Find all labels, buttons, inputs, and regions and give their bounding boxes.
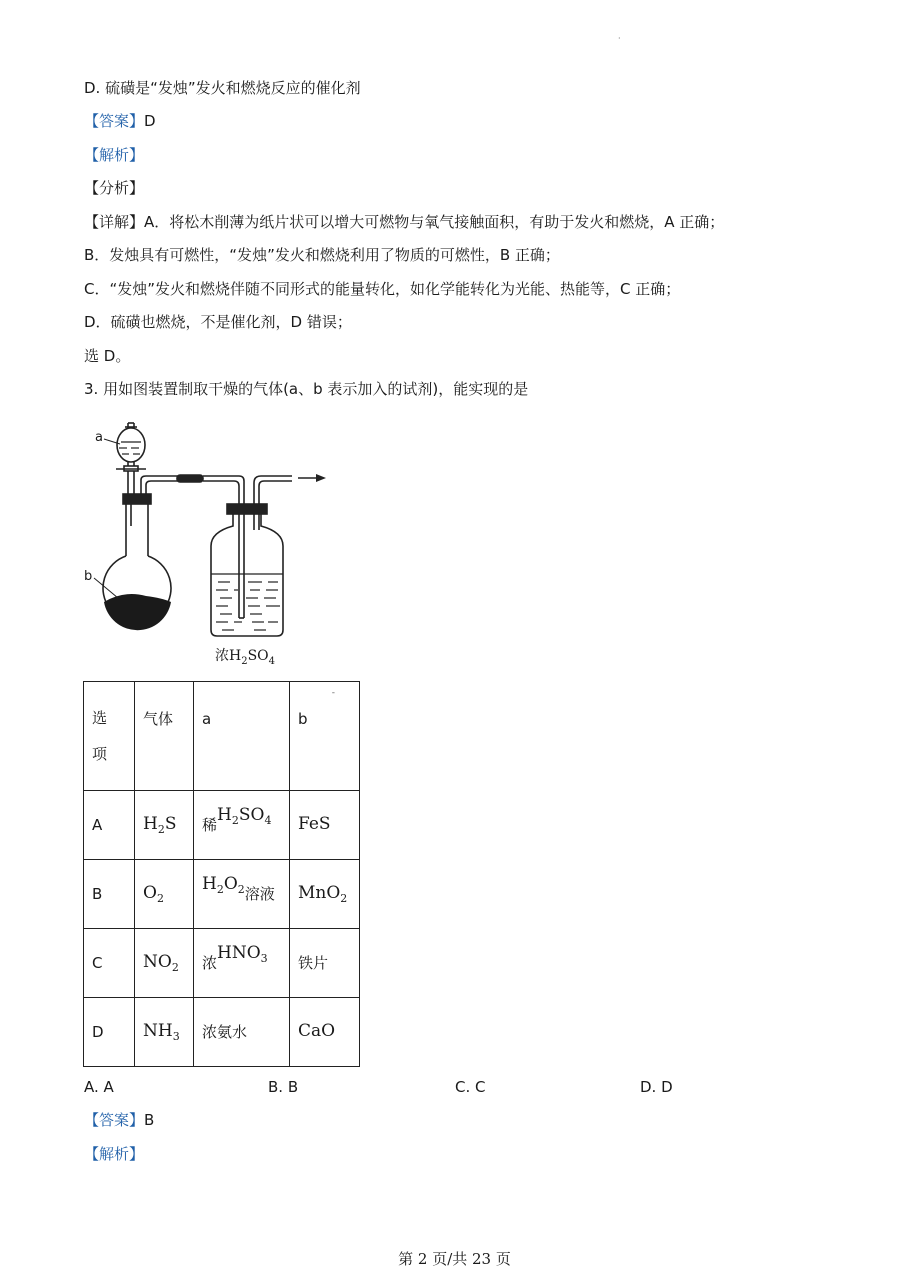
row-option: B xyxy=(84,860,135,929)
q2-detail-d: D．硫磺也燃烧，不是催化剂，D 错误； xyxy=(84,313,352,331)
label-b: b xyxy=(84,569,93,584)
row-reagent-a: 浓$HNO_3$ xyxy=(194,929,290,998)
row-reagent-b: MnO$_2$ xyxy=(290,860,360,929)
header-option: 选 项 xyxy=(84,682,135,791)
row-gas: $H_2S$ xyxy=(135,791,194,860)
flask-stopper xyxy=(123,494,151,504)
row-reagent-b: FeS xyxy=(290,791,360,860)
table-header-row xyxy=(84,682,360,791)
q2-answer xyxy=(84,111,156,131)
q2-fenxi-label: 【分析】 xyxy=(84,179,145,197)
choice-a: A. A xyxy=(84,1078,114,1096)
q3-analysis-label: 【解析】 xyxy=(84,1145,145,1163)
row-reagent-a: 浓氨水 xyxy=(194,998,290,1067)
header-mark: · xyxy=(618,34,621,43)
header-mark: - xyxy=(331,688,335,698)
q2-detail-a xyxy=(84,212,724,232)
gas-apparatus-figure xyxy=(84,418,344,668)
answer-label: 【答案】 xyxy=(84,112,145,130)
answer-value: D xyxy=(144,112,156,130)
header-gas: 气体 xyxy=(135,682,194,791)
bottle-stopper xyxy=(227,504,267,514)
q3-stem: 3. 用如图装置制取干燥的气体(a、b 表示加入的试剂)，能实现的是 xyxy=(84,380,529,398)
table-row xyxy=(84,791,360,860)
label-a: a xyxy=(95,430,103,445)
row-reagent-b: 铁片 xyxy=(290,929,360,998)
funnel-bulb xyxy=(117,428,145,462)
rubber-connector xyxy=(177,475,203,482)
wash-bottle xyxy=(211,514,283,636)
table-row xyxy=(84,998,360,1067)
q2-analysis-label: 【解析】 xyxy=(84,146,145,164)
choice-c: C. C xyxy=(455,1078,486,1096)
row-gas: $O_2$ xyxy=(135,860,194,929)
q2-detail-b: B．发烛具有可燃性，“发烛”发火和燃烧利用了物质的可燃性，B 正确； xyxy=(84,246,560,264)
row-reagent-a: 稀$H_2SO_4$ xyxy=(194,791,290,860)
row-option: A xyxy=(84,791,135,860)
row-option: D xyxy=(84,998,135,1067)
choice-d: D. D xyxy=(640,1078,673,1096)
gas-outlet-arrow xyxy=(298,474,326,482)
solid-reagent-b xyxy=(104,594,171,630)
row-reagent-a: $H_2O_2$溶液 xyxy=(194,860,290,929)
row-gas: $NO_2$ xyxy=(135,929,194,998)
q3-answer xyxy=(84,1110,154,1130)
header-b: - b xyxy=(290,682,360,791)
q2-conclusion: 选 D。 xyxy=(84,347,131,365)
detail-label: 【详解】 xyxy=(84,213,145,231)
detail-a-text: A．将松木削薄为纸片状可以增大可燃物与氧气接触面积，有助于发火和燃烧，A 正确； xyxy=(144,213,725,231)
answer-label: 【答案】 xyxy=(84,1111,145,1129)
figure-caption: 浓$H_2SO_4$ xyxy=(215,648,276,667)
answer-value: B xyxy=(144,1111,155,1129)
table-row xyxy=(84,860,360,929)
row-option: C xyxy=(84,929,135,998)
row-reagent-b: CaO xyxy=(290,998,360,1067)
q2-option-d: D. 硫磺是“发烛”发火和燃烧反应的催化剂 xyxy=(84,79,361,97)
table-row xyxy=(84,929,360,998)
options-table xyxy=(83,681,360,1067)
page-footer: 第 2 页/共 23 页 xyxy=(398,1250,511,1268)
q2-detail-c: C．“发烛”发火和燃烧伴随不同形式的能量转化，如化学能转化为光能、热能等，C 正确； xyxy=(84,280,681,298)
choice-b: B. B xyxy=(268,1078,299,1096)
header-a: a xyxy=(194,682,290,791)
row-gas: $NH_3$ xyxy=(135,998,194,1067)
bottle-liquid xyxy=(211,574,283,630)
